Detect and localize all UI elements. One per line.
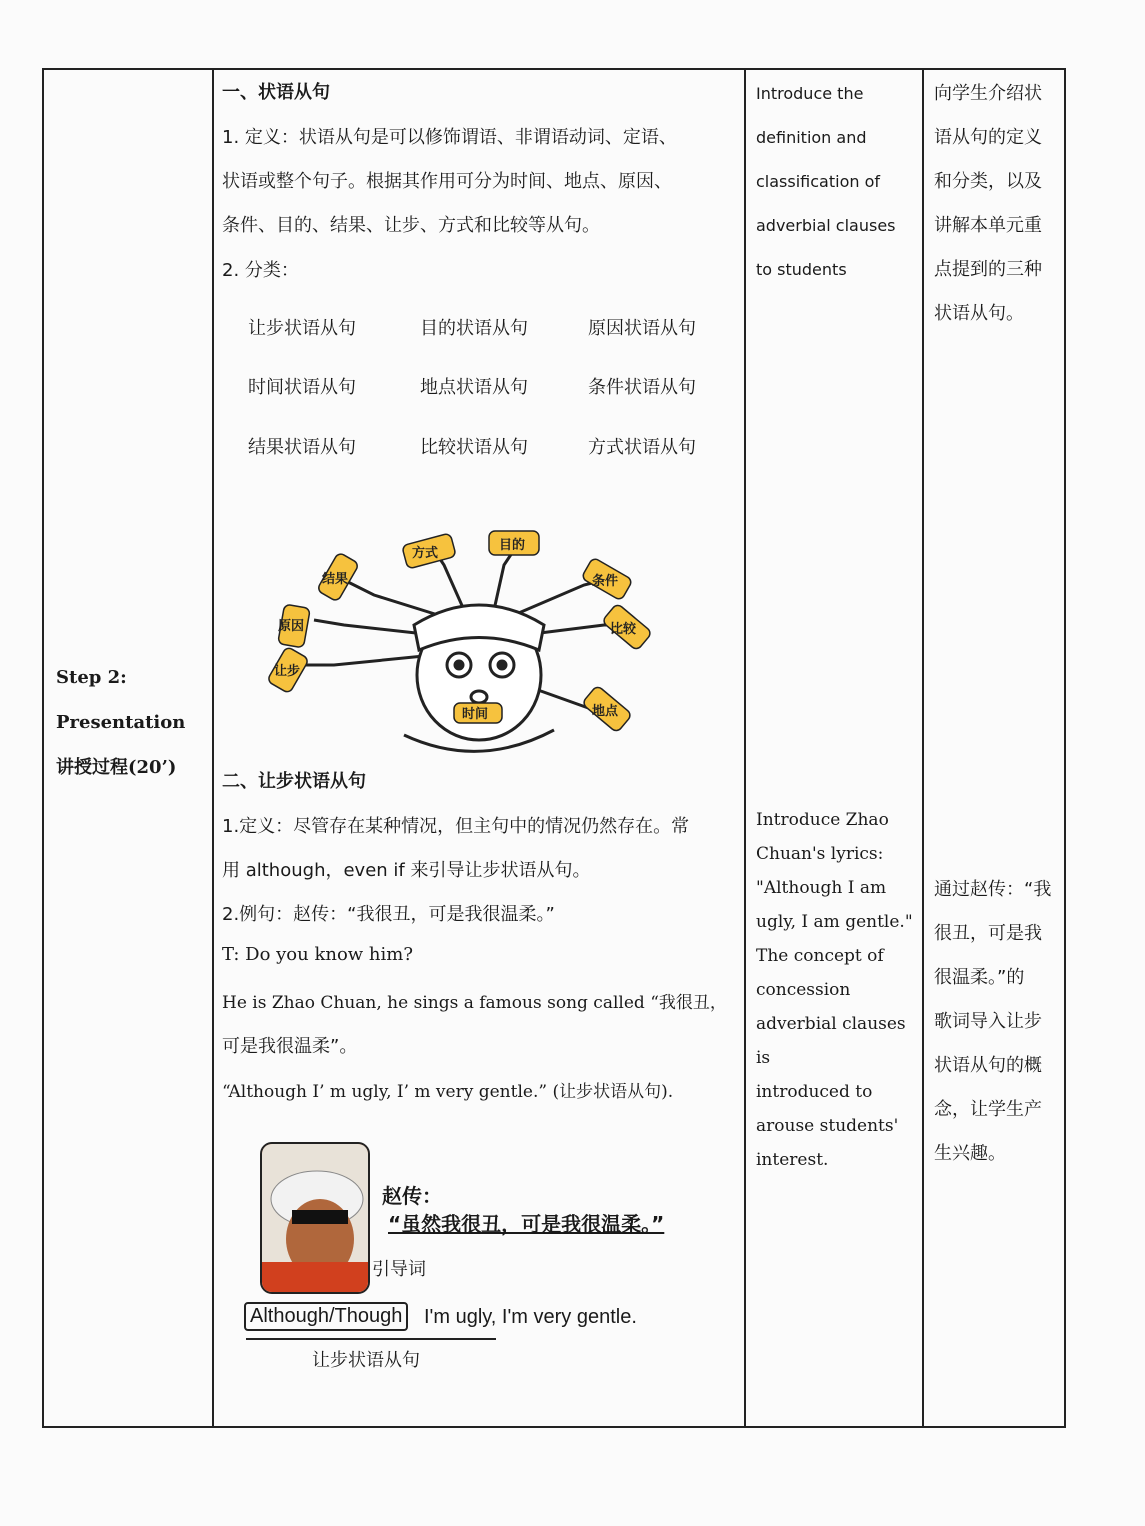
- intent-column: [746, 70, 922, 1426]
- text-line: "Although I am: [756, 878, 887, 898]
- text-line: adverbial clauses is: [756, 1014, 906, 1068]
- cartoon-label: 目的: [499, 538, 526, 553]
- text-line: Chuan's lyrics:: [756, 844, 884, 864]
- purpose-column: [924, 70, 1064, 1426]
- text-line: The concept of: [756, 946, 884, 966]
- category-item: 原因状语从句: [588, 318, 696, 339]
- singer-name: 赵传：: [382, 1184, 442, 1208]
- sentence-rest: I'm ugly, I'm very gentle.: [424, 1306, 637, 1328]
- step-title: Presentation: [56, 712, 186, 733]
- text-line: 向学生介绍状: [934, 83, 1042, 104]
- category-item: 时间状语从句: [248, 377, 356, 398]
- cartoon-label: 条件: [592, 574, 619, 589]
- text-line: concession: [756, 980, 851, 1000]
- text-line: 歌词导入让步: [934, 1011, 1042, 1032]
- text-line: 语从句的定义: [934, 127, 1042, 148]
- content-column: [214, 70, 744, 1426]
- text-line: 念，让学生产: [934, 1099, 1042, 1120]
- text-line: 点提到的三种: [934, 259, 1042, 280]
- text-line: 通过赵传：“我: [934, 879, 1052, 900]
- category-item: 地点状语从句: [420, 377, 528, 398]
- cartoon-label: 地点: [592, 704, 619, 719]
- text-line: 状语从句的概: [934, 1055, 1042, 1076]
- cartoon-label: 方式: [412, 546, 439, 561]
- text-line: 讲解本单元重: [934, 215, 1042, 236]
- text-line: classification of: [756, 172, 880, 191]
- text-line: 很丑，可是我: [934, 923, 1042, 944]
- text-line: 和分类，以及: [934, 171, 1042, 192]
- definition-line: 1.定义：尽管存在某种情况，但主句中的情况仍然存在。常: [222, 816, 690, 837]
- lesson-table: [42, 68, 1066, 1428]
- text-line: introduced to: [756, 1082, 873, 1102]
- definition-line: 状语或整个句子。根据其作用可分为时间、地点、原因、: [222, 171, 672, 192]
- classification-title: 2. 分类：: [222, 260, 299, 281]
- text-line: arouse students': [756, 1116, 899, 1136]
- cartoon-label: 时间: [462, 707, 489, 722]
- clause-label: 让步状语从句: [312, 1350, 420, 1371]
- step-label: [56, 655, 185, 790]
- section-title: 二、让步状语从句: [222, 771, 366, 792]
- cartoon-label: 结果: [322, 572, 349, 587]
- category-item: 方式状语从句: [588, 437, 696, 458]
- guide-word-label: 引导词: [372, 1259, 426, 1280]
- example-title: 2.例句：赵传：“我很丑，可是我很温柔。”: [222, 904, 555, 925]
- step-column: [44, 70, 212, 1426]
- zhao-chuan-photo: [260, 1142, 370, 1294]
- text-line: 状语从句。: [934, 303, 1024, 324]
- underline: [246, 1338, 496, 1340]
- cartoon-label: 原因: [278, 619, 305, 634]
- text-line: to students: [756, 260, 847, 279]
- lyric-quote: “虽然我很丑，可是我很温柔。”: [388, 1212, 665, 1236]
- cartoon-figure: [254, 525, 684, 765]
- text-line: 生兴趣。: [934, 1143, 1006, 1164]
- quote-line: “Although I’ m ugly, I’ m very gentle.” (让步状语从句).: [222, 1082, 674, 1102]
- category-item: 条件状语从句: [588, 377, 696, 398]
- although-box: Although/Though: [244, 1302, 408, 1331]
- category-item: 目的状语从句: [420, 318, 528, 339]
- portrait-image: [262, 1144, 368, 1292]
- intent-bottom: [756, 803, 918, 1177]
- step-number: Step 2:: [56, 667, 127, 688]
- text-line: Introduce Zhao: [756, 810, 889, 830]
- category-item: 比较状语从句: [420, 437, 528, 458]
- text-line: 很温柔。”的: [934, 967, 1025, 988]
- purpose-bottom: [934, 868, 1060, 1176]
- song-line: 可是我很温柔”。: [222, 1036, 358, 1057]
- cartoon-label: 让步: [274, 664, 301, 679]
- definition-line: 条件、目的、结果、让步、方式和比较等从句。: [222, 215, 600, 236]
- intent-top: [756, 72, 916, 292]
- text-line: Introduce the: [756, 84, 864, 103]
- text-line: interest.: [756, 1150, 829, 1170]
- clause-cartoon-illustration: [254, 525, 684, 765]
- teacher-line: T: Do you know him?: [222, 944, 413, 965]
- definition-line: 用 although，even if 来引导让步状语从句。: [222, 860, 591, 881]
- song-line: He is Zhao Chuan, he sings a famous song called “我很丑，: [222, 993, 727, 1013]
- purpose-top: [934, 72, 1060, 336]
- definition-line: 1. 定义：状语从句是可以修饰谓语、非谓语动词、定语、: [222, 127, 677, 148]
- cartoon-label: 比较: [610, 622, 637, 637]
- step-subtitle: 讲授过程(20’): [56, 757, 177, 778]
- section-title: 一、状语从句: [222, 82, 330, 103]
- text-line: definition and: [756, 128, 867, 147]
- category-item: 让步状语从句: [248, 318, 356, 339]
- text-line: adverbial clauses: [756, 216, 896, 235]
- category-item: 结果状语从句: [248, 437, 356, 458]
- text-line: ugly, I am gentle.": [756, 912, 913, 932]
